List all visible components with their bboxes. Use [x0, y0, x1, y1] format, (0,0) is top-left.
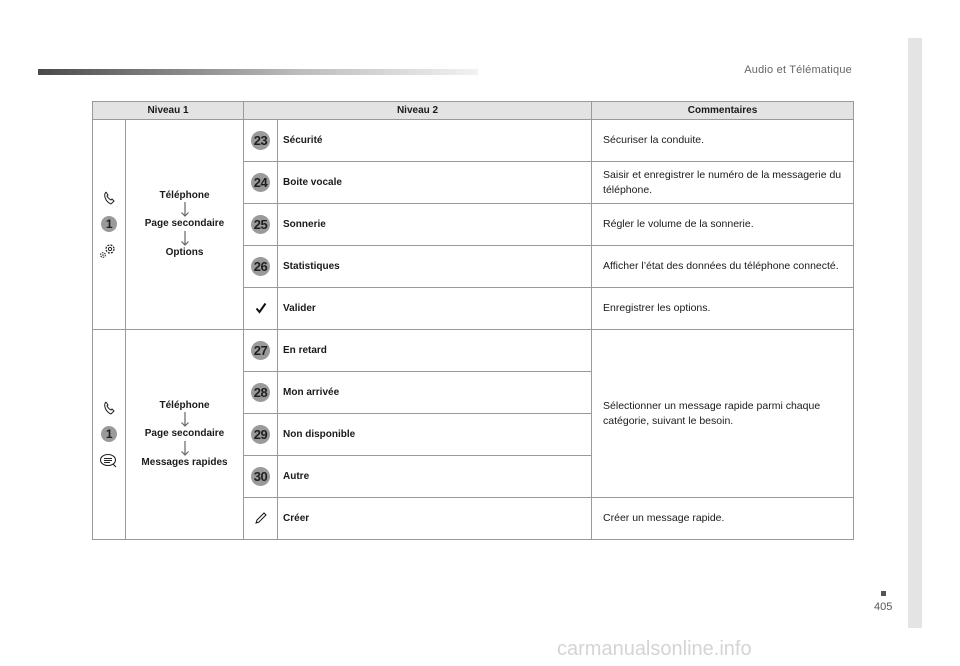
checkmark-icon — [255, 302, 267, 314]
nav-item-telephone: Téléphone — [159, 399, 210, 411]
nav-item-messages-rapides: Messages rapides — [141, 456, 228, 468]
item-number-badge: 26 — [251, 257, 270, 276]
arrow-down-icon — [179, 202, 191, 218]
table-header-row — [93, 102, 854, 120]
item-number-badge: 28 — [251, 383, 270, 402]
arrow-down-icon — [179, 441, 191, 457]
level1-icons-cell — [93, 120, 126, 330]
item-label: Statistiques — [278, 246, 592, 288]
table-row — [93, 120, 854, 162]
item-label: Non disponible — [278, 414, 592, 456]
side-stripe — [908, 38, 922, 628]
level1-nav-cell — [126, 120, 244, 330]
phone-icon — [103, 191, 115, 205]
nav-item-page-secondaire: Page secondaire — [144, 428, 225, 440]
item-comment: Afficher l’état des données du téléphone connecté. — [592, 246, 854, 288]
level1-nav-cell — [126, 330, 244, 540]
level1-badge: 1 — [101, 216, 117, 232]
item-label: Autre — [278, 456, 592, 498]
item-number-badge: 25 — [251, 215, 270, 234]
page-marker — [881, 591, 886, 596]
item-comment: Sécuriser la conduite. — [592, 120, 854, 162]
item-number-badge: 29 — [251, 425, 270, 444]
item-label: Sonnerie — [278, 204, 592, 246]
column-header: Niveau 1 — [93, 102, 244, 120]
arrow-down-icon — [179, 412, 191, 428]
item-number-badge: 27 — [251, 341, 270, 360]
item-label: Valider — [278, 288, 592, 330]
nav-item-page-secondaire: Page secondaire — [144, 218, 225, 230]
arrow-down-icon — [179, 231, 191, 247]
column-header: Commentaires — [592, 102, 854, 120]
item-comment: Saisir et enregistrer le numéro de la messagerie du téléphone. — [592, 162, 854, 204]
item-number-badge: 24 — [251, 173, 270, 192]
item-label: En retard — [278, 330, 592, 372]
phone-icon — [103, 401, 115, 415]
column-header: Niveau 2 — [244, 102, 592, 120]
page-number: 405 — [874, 601, 893, 613]
item-comment: Régler le volume de la sonnerie. — [592, 204, 854, 246]
watermark: carmanualsonline.info — [557, 638, 752, 660]
item-number-badge: 23 — [251, 131, 270, 150]
level1-badge: 1 — [101, 426, 117, 442]
gear-icon — [99, 242, 119, 260]
item-label: Mon arrivée — [278, 372, 592, 414]
header-gradient-bar — [38, 69, 478, 75]
item-number-badge: 30 — [251, 467, 270, 486]
message-icon — [99, 453, 119, 469]
pencil-icon — [254, 511, 268, 525]
item-label: Sécurité — [278, 120, 592, 162]
item-label: Créer — [278, 498, 592, 540]
shared-comment: Sélectionner un message rapide parmi chaque catégorie, suivant le besoin. — [592, 330, 854, 498]
item-comment: Créer un message rapide. — [592, 498, 854, 540]
level1-icons-cell — [93, 330, 126, 540]
nav-item-telephone: Téléphone — [159, 189, 210, 201]
item-comment: Enregistrer les options. — [592, 288, 854, 330]
menu-table — [92, 101, 854, 540]
table-row — [93, 330, 854, 372]
section-title: Audio et Télématique — [744, 64, 852, 76]
item-label: Boite vocale — [278, 162, 592, 204]
nav-item-options: Options — [165, 246, 204, 258]
